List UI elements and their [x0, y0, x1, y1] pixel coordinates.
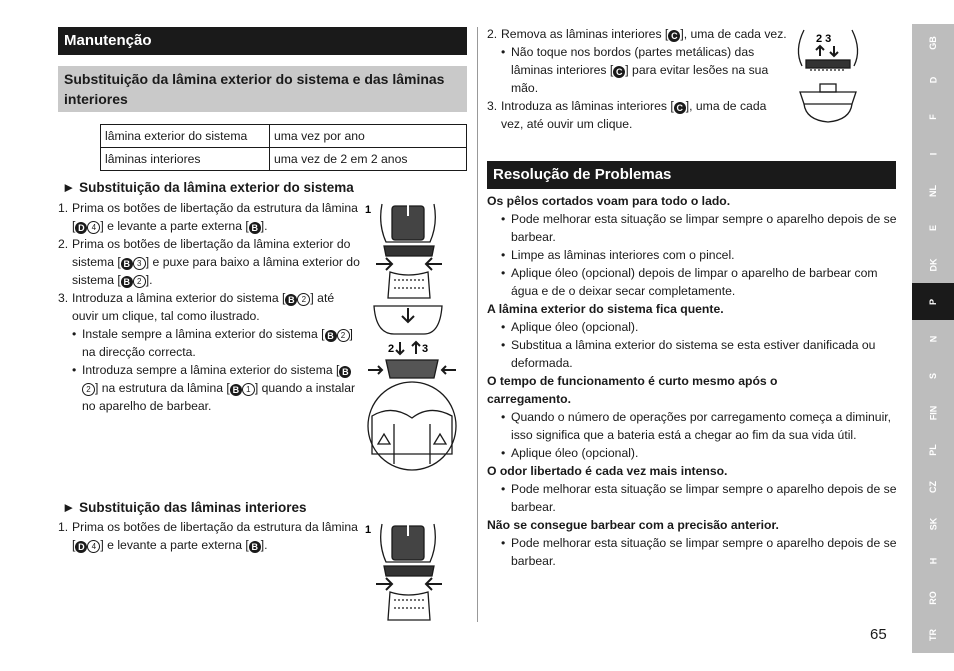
tab-label: I — [927, 152, 938, 155]
circled-4-icon: 4 — [87, 221, 100, 234]
inner-blade-steps — [58, 518, 360, 554]
step-text: Prima os botões de libertação da lâmina exterior do sistema [ — [72, 237, 351, 269]
bullet-item — [487, 336, 897, 372]
circled-2-icon: 2 — [82, 383, 95, 396]
language-tab-gb[interactable] — [912, 24, 954, 61]
step-item — [58, 235, 360, 289]
bullet-dot: • — [501, 446, 506, 460]
bullet-item — [487, 534, 897, 570]
tab-label: TR — [928, 628, 938, 641]
language-tab-cz[interactable] — [912, 468, 954, 505]
fig-step-2-3-label: 2 3 — [816, 33, 832, 45]
bullet-dot: • — [501, 338, 506, 352]
fig-step-3-label: 3 — [422, 343, 429, 355]
step-text: Introduza as lâminas interiores [ — [501, 99, 674, 113]
language-tab-ro[interactable] — [912, 579, 954, 616]
bullet-item — [487, 210, 897, 246]
step-item — [487, 97, 787, 133]
problem-block — [487, 372, 897, 462]
fig-step-1-label: 1 — [365, 204, 372, 216]
column-divider — [477, 27, 478, 622]
label-b-icon: B — [121, 276, 133, 288]
bullet-text: Pode melhorar esta situação se limpar sempre o aparelho depois de se barbear. — [511, 482, 897, 514]
language-tab-fin[interactable] — [912, 394, 954, 431]
circled-4-icon: 4 — [87, 540, 100, 553]
bullet-text: Substitua a lâmina exterior do sistema se esta estiver danificada ou deformada. — [511, 338, 876, 370]
tab-label: E — [927, 224, 938, 231]
tab-label: D — [928, 76, 938, 83]
language-tab-i[interactable] — [912, 135, 954, 172]
circled-2-icon: 2 — [297, 293, 310, 306]
inner-blade-heading-text: Substituição das lâminas interiores — [79, 500, 307, 515]
bullet-dot: • — [72, 327, 77, 341]
label-c-icon: C — [674, 102, 686, 114]
bullet-text: Limpe as lâminas interiores com o pincel. — [511, 248, 735, 262]
step-text: ] até ouvir um clique, tal como ilustrado. — [72, 291, 335, 323]
bullet-item — [58, 361, 360, 415]
step-item — [58, 518, 360, 554]
page-number: 65 — [870, 626, 887, 643]
bullet-item — [487, 43, 787, 97]
problem-label: Não se consegue barbear com a precisão anterior. — [487, 518, 779, 532]
bullet-item — [487, 444, 897, 462]
step-item — [58, 289, 360, 325]
language-tab-dk[interactable] — [912, 246, 954, 283]
bullet-dot: • — [501, 248, 506, 262]
label-b-icon: B — [285, 294, 297, 306]
label-b-icon: B — [230, 384, 242, 396]
bullet-dot: • — [501, 212, 506, 226]
label-c-icon: C — [668, 30, 680, 42]
bullet-text: Introduza sempre a lâmina exterior do sistema [ — [82, 363, 340, 377]
circled-2-icon: 2 — [337, 329, 350, 342]
inner-blade-removal-illustration — [790, 26, 866, 132]
step-text: ], uma de cada vez, até ouvir um clique. — [501, 99, 767, 131]
table-cell: lâminas interiores — [101, 148, 270, 171]
bullet-dot: • — [501, 266, 506, 280]
language-tab-d[interactable] — [912, 61, 954, 98]
problem-block — [487, 192, 897, 300]
table-cell: uma vez por ano — [270, 125, 467, 148]
circled-3-icon: 3 — [133, 257, 146, 270]
section-title-troubleshooting: Resolução de Problemas — [487, 161, 896, 189]
subsection-title: Substituição da lâmina exterior do sistema e das lâminas interiores — [58, 66, 467, 112]
label-b-icon: B — [339, 366, 351, 378]
replacement-interval-table — [100, 124, 467, 171]
problem-block — [487, 300, 897, 372]
label-b-icon: B — [249, 222, 261, 234]
outer-foil-steps — [58, 199, 360, 415]
bullet-dot: • — [501, 536, 506, 550]
table-cell: lâmina exterior do sistema — [101, 125, 270, 148]
step-text: ]. — [260, 219, 268, 233]
bullet-item — [487, 318, 897, 336]
problem-label: A lâmina exterior do sistema fica quente. — [487, 302, 724, 316]
bullet-text: Instale sempre a lâmina exterior do sistema [ — [82, 327, 325, 341]
bullet-text: Aplique óleo (opcional). — [511, 320, 639, 334]
label-d-icon: D — [75, 222, 87, 234]
problem-label: O odor libertado é cada vez mais intenso. — [487, 464, 728, 478]
bullet-dot: • — [72, 363, 77, 377]
tab-label: SK — [927, 517, 938, 530]
language-tab-f[interactable] — [912, 98, 954, 135]
step-text: Prima os botões de libertação da estrutura da lâmina [ — [72, 520, 358, 552]
tab-label: S — [927, 372, 938, 379]
bullet-text: ] quando a instalar no aparelho de barbear. — [82, 381, 356, 413]
step-text: ], uma de cada vez. — [680, 27, 787, 41]
tab-label: RO — [928, 590, 938, 605]
bullet-text: Pode melhorar esta situação se limpar sempre o aparelho depois de se barbear. — [511, 536, 897, 568]
bullet-dot: • — [501, 410, 506, 424]
language-tabs — [912, 24, 954, 653]
circled-1-icon: 1 — [242, 383, 255, 396]
bullet-text: Não toque nos bordos (partes metálicas) das lâminas interiores [ — [511, 45, 755, 77]
bullet-item — [487, 408, 897, 444]
label-b-icon: B — [325, 330, 337, 342]
table-row — [101, 148, 467, 171]
outer-foil-heading — [62, 180, 354, 195]
step-text: Remova as lâminas interiores [ — [501, 27, 669, 41]
fig-step-1-label: 1 — [365, 524, 372, 536]
problem-block — [487, 462, 897, 516]
table-cell: uma vez de 2 em 2 anos — [270, 148, 467, 171]
bullet-text: ] na direcção correcta. — [82, 327, 353, 359]
bullet-item — [58, 325, 360, 361]
fig-step-2-label: 2 — [388, 343, 395, 355]
section-title-manutencao: Manutenção — [58, 27, 467, 55]
language-tab-nl[interactable] — [912, 172, 954, 209]
bullet-text: Aplique óleo (opcional). — [511, 446, 639, 460]
inner-blade-illustration — [364, 514, 460, 622]
label-d-icon: D — [75, 541, 87, 553]
language-tab-tr[interactable] — [912, 616, 954, 653]
step-text: Introduza a lâmina exterior do sistema [ — [72, 291, 286, 305]
inner-blade-heading — [62, 500, 306, 515]
tab-label: F — [928, 113, 938, 120]
step-text: ] e levante a parte externa [ — [100, 219, 249, 233]
circled-2-icon: 2 — [133, 275, 146, 288]
step-text: ]. — [145, 273, 153, 287]
bullet-item — [487, 480, 897, 516]
tab-label: N — [928, 335, 938, 342]
tab-label: H — [928, 557, 938, 564]
tab-label: PL — [927, 443, 938, 456]
tab-label: DK — [928, 258, 938, 271]
tab-label: GB — [928, 35, 938, 50]
language-tab-h[interactable] — [912, 542, 954, 579]
language-tab-sk[interactable] — [912, 505, 954, 542]
problem-list — [487, 192, 897, 570]
step-number: 1. — [58, 520, 69, 534]
step-item — [487, 25, 787, 43]
outer-foil-heading-text: Substituição da lâmina exterior do sistema — [79, 180, 354, 195]
bullet-dot: • — [501, 320, 506, 334]
step-item — [58, 199, 360, 235]
problem-label: Os pêlos cortados voam para todo o lado. — [487, 194, 731, 208]
language-tab-n[interactable] — [912, 320, 954, 357]
step-number: 3. — [58, 291, 69, 305]
label-c-icon: C — [613, 66, 625, 78]
tab-label: P — [927, 298, 938, 305]
step-number: 1. — [58, 201, 69, 215]
triangle-bullet-icon: ► — [62, 500, 76, 515]
bullet-text: Quando o número de operações por carregamento começa a diminuir, isso significa que a bateria está a chegar ao fim da sua vida útil. — [511, 410, 892, 442]
step-number: 2. — [58, 237, 69, 251]
tab-label: FIN — [928, 405, 938, 420]
step-number: 2. — [487, 27, 498, 41]
bullet-text: ] na estrutura da lâmina [ — [95, 381, 230, 395]
language-tab-e[interactable] — [912, 209, 954, 246]
bullet-item — [487, 264, 897, 300]
inner-blade-steps-continued — [487, 25, 787, 133]
bullet-text: Aplique óleo (opcional) depois de limpar o aparelho de barbear com água e de o deixar secar completamente. — [511, 266, 878, 298]
outer-foil-illustration — [364, 194, 460, 474]
step-text: ] e puxe para baixo a lâmina exterior do sistema [ — [72, 255, 360, 287]
language-tab-p[interactable] — [912, 283, 954, 320]
table-row — [101, 125, 467, 148]
label-b-icon: B — [121, 258, 133, 270]
language-tab-pl[interactable] — [912, 431, 954, 468]
label-b-icon: B — [249, 541, 261, 553]
triangle-bullet-icon: ► — [62, 180, 76, 195]
tab-label: NL — [928, 184, 938, 197]
step-text: Prima os botões de libertação da estrutura da lâmina [ — [72, 201, 358, 233]
bullet-item — [487, 246, 897, 264]
problem-block — [487, 516, 897, 570]
step-number: 3. — [487, 99, 498, 113]
bullet-text: ] para evitar lesões na sua mão. — [511, 63, 769, 95]
tab-label: CZ — [928, 480, 938, 493]
step-text: ] e levante a parte externa [ — [100, 538, 249, 552]
language-tab-s[interactable] — [912, 357, 954, 394]
problem-label: O tempo de funcionamento é curto mesmo após o carregamento. — [487, 374, 778, 406]
bullet-dot: • — [501, 482, 506, 496]
step-text: ]. — [260, 538, 268, 552]
bullet-text: Pode melhorar esta situação se limpar sempre o aparelho depois de se barbear. — [511, 212, 897, 244]
bullet-dot: • — [501, 45, 506, 59]
